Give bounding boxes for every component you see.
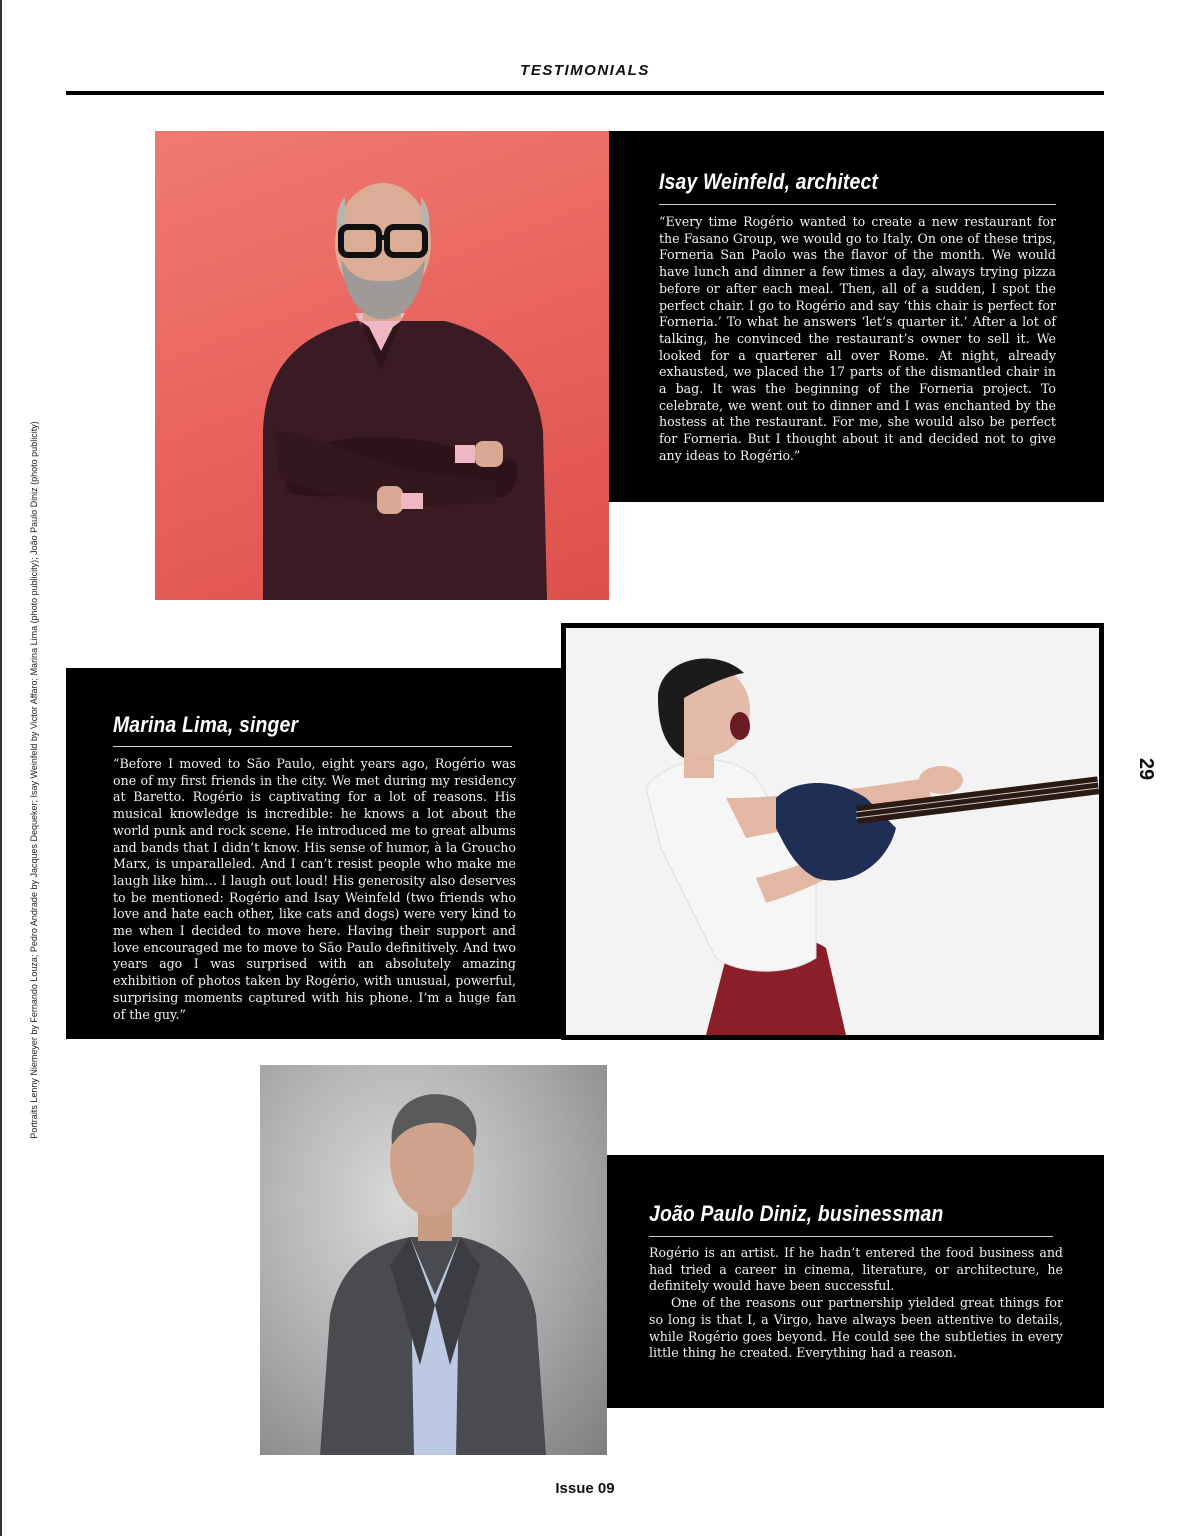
testimonial-panel-isay xyxy=(609,131,1104,502)
testimonial-name: João Paulo Diniz, businessman xyxy=(649,1201,944,1226)
name-underline xyxy=(113,746,512,747)
section-title: TESTIMONIALS xyxy=(520,62,650,79)
header-rule xyxy=(66,91,1104,95)
testimonial-panel-marina xyxy=(66,668,561,1039)
name-underline xyxy=(659,204,1056,205)
testimonial-name: Isay Weinfeld, architect xyxy=(659,169,879,194)
name-underline xyxy=(649,1236,1053,1237)
portrait-joao-paulo-diniz xyxy=(260,1065,607,1455)
quote-paragraph-2: One of the reasons our partnership yielded great things for so long is that I, a Virgo, have always been attentive to details, while Rogério goes beyond. He could see the subtleties in every little thing he created. Everything had a reason. xyxy=(649,1295,1063,1361)
page-edge-rule xyxy=(0,0,2,1536)
testimonial-quote xyxy=(649,1245,1063,1362)
testimonial-panel-joao xyxy=(607,1155,1104,1408)
portrait-isay-weinfeld xyxy=(155,131,609,600)
portrait-marina-lima xyxy=(566,628,1099,1035)
page-number: 29 xyxy=(1135,757,1157,781)
photo-credit-text: Portraits Lenny Niemeyer by Fernando Louza; Pedro Andrade by Jacques Dequeker; Isay Weinfeld by Victor Affaro; Marina Lima (photo publicity); João Paulo Diniz (photo publicity) xyxy=(29,421,39,1139)
issue-label: Issue 09 xyxy=(555,1480,615,1497)
quote-paragraph-1: Rogério is an artist. If he hadn’t entered the food business and had tried a career in cinema, literature, or architecture, he definitely would have been successful. xyxy=(649,1245,1063,1294)
testimonial-name: Marina Lima, singer xyxy=(113,712,299,737)
testimonial-quote: “Every time Rogério wanted to create a new restaurant for the Fasano Group, we would go to Italy. On one of these trips, Forneria San Paolo was the flavor of the month. We would have lunch and dinner a few times a day, always trying pizza before or after each meal. Then, all of a sudden, I spot the perfect chair. I go to Rogério and say ‘this chair is perfect for Forneria.’ To what he answers ‘let’s quarter it.’ After a lot of talking, he convinced the restaurant’s owner to sell it. We looked for a quarterer all over Rome. At night, already exhausted, we placed the 17 parts of the dismantled chair in a bag. It was the beginning of the Forneria project. To celebrate, we went out to dinner and I was enchanted by the hostess at the restaurant. For me, she would also be perfect for Forneria. But I thought about it and decided not to give any ideas to Rogério.” xyxy=(659,214,1056,463)
portrait-marina-lima-frame xyxy=(561,623,1104,1040)
testimonial-quote: “Before I moved to São Paulo, eight years ago, Rogério was one of my first friends in the city. We met during my residency at Baretto. Rogério is captivating for a lot of reasons. His musical knowledge is incredible: he knows a lot about the world punk and rock scene. He introduced me to great albums and bands that I didn’t know. His sense of humor, à la Groucho Marx, is unparalleled. And I can’t resist people who make me laugh like him… I laugh out loud! His generosity also deserves to be mentioned: Rogério and Isay Weinfeld (two friends who love and hate each other, like cats and dogs) were very kind to me when I decided to move here. Having their support and love encouraged me to move to São Paulo definitively. And two years ago I was surprised with an absolutely amazing exhibition of photos taken by Rogério, with unusual, powerful, surprising moments captured with his phone. I’m a huge fan of the guy.” xyxy=(113,756,516,1022)
